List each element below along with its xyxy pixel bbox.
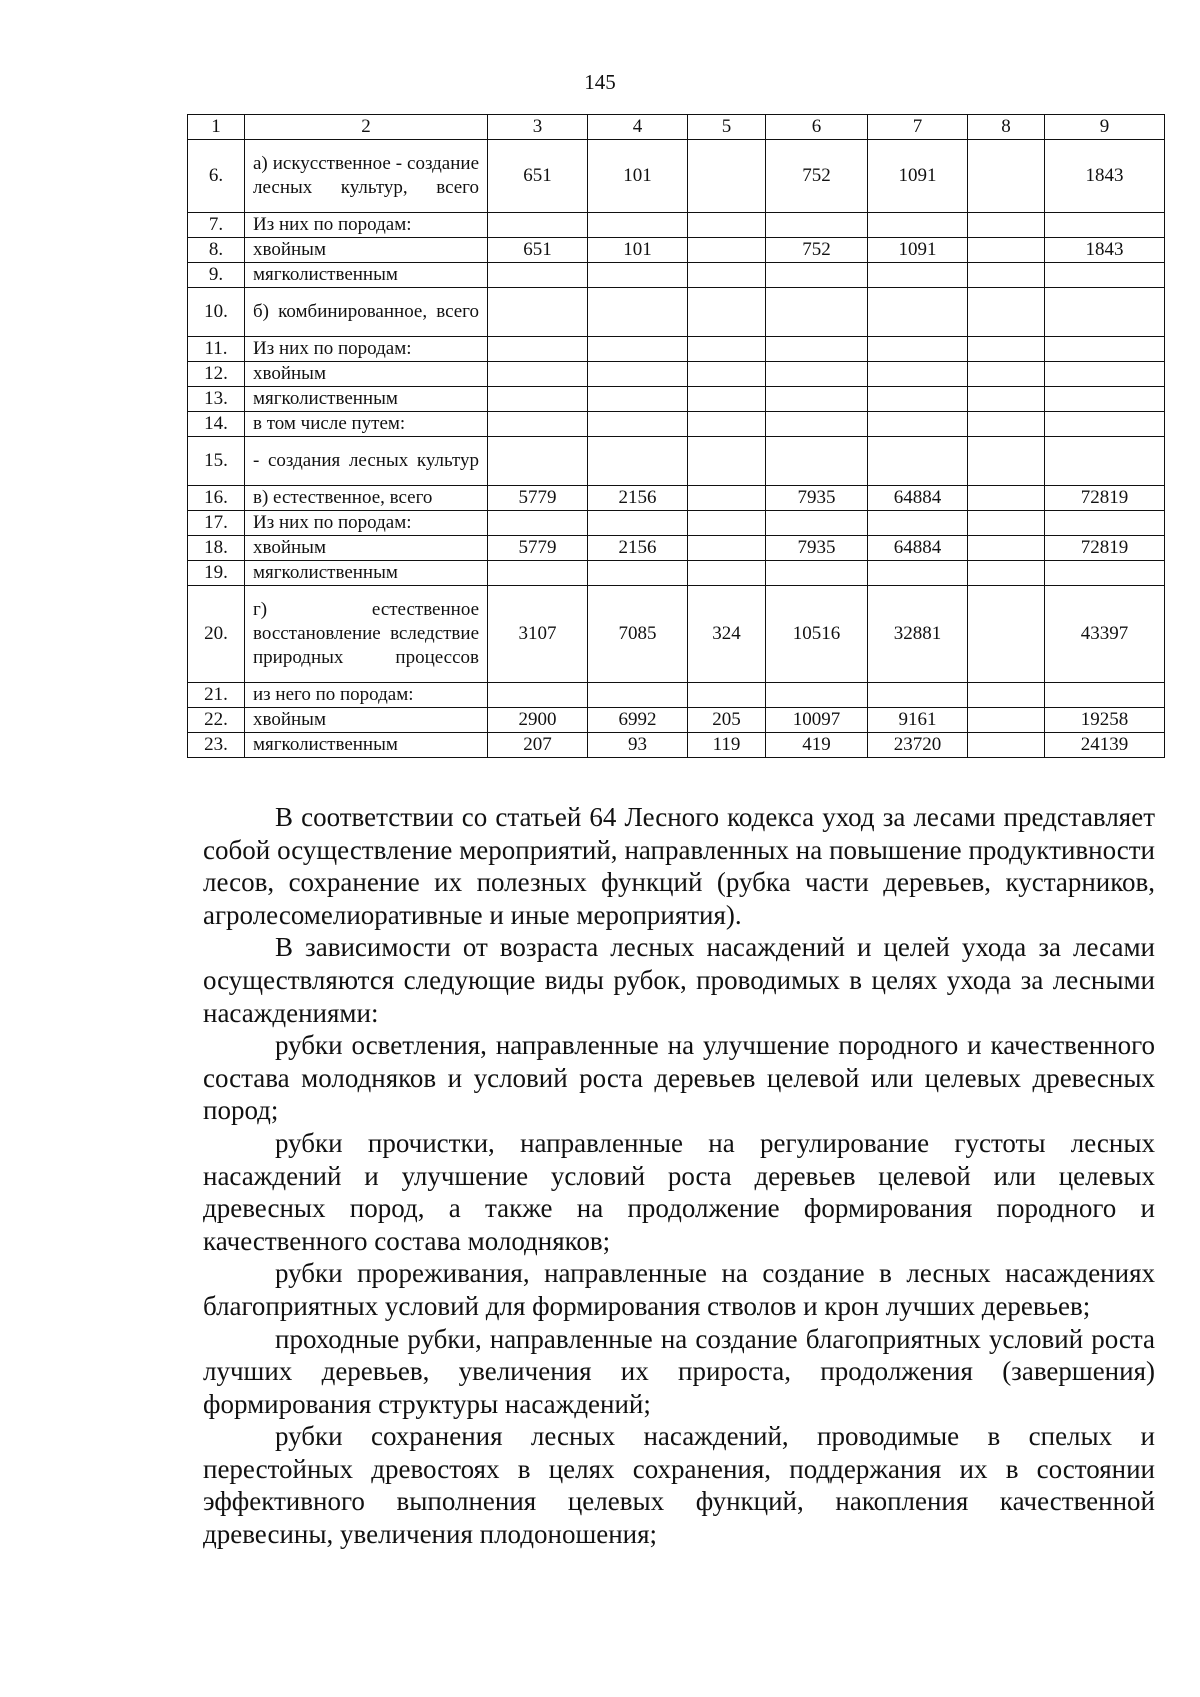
value-cell xyxy=(868,511,968,536)
value-cell xyxy=(588,337,688,362)
value-cell xyxy=(688,238,766,263)
value-cell: 7935 xyxy=(766,536,868,561)
header-cell-3: 3 xyxy=(488,115,588,140)
value-cell: 72819 xyxy=(1045,486,1165,511)
row-label-cell: а) искусственное - создание лесных культур, всего xyxy=(245,140,488,213)
value-cell xyxy=(766,683,868,708)
value-cell: 1091 xyxy=(868,238,968,263)
value-cell: 324 xyxy=(688,586,766,683)
value-cell xyxy=(968,387,1045,412)
forest-regeneration-table xyxy=(187,114,1165,758)
row-label-cell: хвойным xyxy=(245,362,488,387)
page-number: 145 xyxy=(584,70,616,94)
value-cell: 752 xyxy=(766,238,868,263)
value-cell xyxy=(588,511,688,536)
row-label-cell: мягколиственным xyxy=(245,263,488,288)
value-cell xyxy=(766,511,868,536)
row-label-cell: Из них по породам: xyxy=(245,213,488,238)
table-row xyxy=(188,288,1165,337)
value-cell xyxy=(688,362,766,387)
value-cell xyxy=(968,213,1045,238)
value-cell xyxy=(588,561,688,586)
value-cell: 32881 xyxy=(868,586,968,683)
value-cell: 43397 xyxy=(1045,586,1165,683)
row-label-cell: хвойным xyxy=(245,708,488,733)
value-cell xyxy=(1045,362,1165,387)
table-row xyxy=(188,561,1165,586)
row-number-cell: 21. xyxy=(188,683,245,708)
value-cell xyxy=(1045,683,1165,708)
value-cell xyxy=(688,213,766,238)
value-cell: 2156 xyxy=(588,486,688,511)
value-cell: 19258 xyxy=(1045,708,1165,733)
value-cell xyxy=(1045,412,1165,437)
value-cell xyxy=(1045,337,1165,362)
value-cell xyxy=(488,683,588,708)
value-cell: 5779 xyxy=(488,536,588,561)
value-cell xyxy=(588,683,688,708)
paragraph: проходные рубки, направленные на создание благоприятных условий роста лучших деревьев, увеличения их прироста, продолжения (завершения) формирования структуры насаждений; xyxy=(203,1323,1155,1419)
row-number-cell: 16. xyxy=(188,486,245,511)
table-row xyxy=(188,337,1165,362)
row-number-cell: 14. xyxy=(188,412,245,437)
value-cell: 419 xyxy=(766,733,868,758)
value-cell xyxy=(968,263,1045,288)
row-label-cell: в том числе путем: xyxy=(245,412,488,437)
paragraph: рубки прореживания, направленные на создание в лесных насаждениях благоприятных условий для формирования стволов и крон лучших деревьев; xyxy=(203,1258,1155,1321)
value-cell xyxy=(688,140,766,213)
table-row xyxy=(188,387,1165,412)
row-label-cell: хвойным xyxy=(245,536,488,561)
value-cell xyxy=(968,511,1045,536)
table-row xyxy=(188,536,1165,561)
value-cell: 5779 xyxy=(488,486,588,511)
value-cell xyxy=(588,213,688,238)
value-cell: 24139 xyxy=(1045,733,1165,758)
value-cell xyxy=(488,362,588,387)
value-cell xyxy=(488,437,588,486)
value-cell xyxy=(1045,213,1165,238)
value-cell xyxy=(1045,288,1165,337)
table-row xyxy=(188,213,1165,238)
value-cell xyxy=(588,437,688,486)
table-row xyxy=(188,412,1165,437)
value-cell: 2900 xyxy=(488,708,588,733)
row-number-cell: 13. xyxy=(188,387,245,412)
table-row xyxy=(188,140,1165,213)
value-cell: 752 xyxy=(766,140,868,213)
table-row xyxy=(188,437,1165,486)
table-row xyxy=(188,238,1165,263)
value-cell xyxy=(766,263,868,288)
row-number-cell: 19. xyxy=(188,561,245,586)
row-label-cell: Из них по породам: xyxy=(245,337,488,362)
value-cell xyxy=(968,536,1045,561)
value-cell: 9161 xyxy=(868,708,968,733)
header-cell-7: 7 xyxy=(868,115,968,140)
row-label-cell: мягколиственным xyxy=(245,733,488,758)
value-cell xyxy=(766,288,868,337)
row-number-cell: 18. xyxy=(188,536,245,561)
value-cell xyxy=(766,387,868,412)
value-cell xyxy=(1045,437,1165,486)
paragraph: В зависимости от возраста лесных насаждений и целей ухода за лесами осуществляются следующие виды рубок, проводимых в целях ухода за лесными насаждениями: xyxy=(203,932,1155,1028)
value-cell: 207 xyxy=(488,733,588,758)
row-number-cell: 8. xyxy=(188,238,245,263)
value-cell: 205 xyxy=(688,708,766,733)
value-cell xyxy=(488,337,588,362)
row-label-cell: Из них по породам: xyxy=(245,511,488,536)
value-cell xyxy=(688,561,766,586)
value-cell xyxy=(868,263,968,288)
row-number-cell: 15. xyxy=(188,437,245,486)
value-cell xyxy=(588,288,688,337)
value-cell xyxy=(968,288,1045,337)
table-row xyxy=(188,511,1165,536)
value-cell xyxy=(868,213,968,238)
value-cell: 7935 xyxy=(766,486,868,511)
table-row xyxy=(188,708,1165,733)
value-cell xyxy=(766,213,868,238)
value-cell xyxy=(588,362,688,387)
value-cell xyxy=(688,387,766,412)
value-cell xyxy=(766,561,868,586)
body-text xyxy=(203,801,1155,1551)
value-cell xyxy=(688,412,766,437)
value-cell xyxy=(588,412,688,437)
value-cell: 10097 xyxy=(766,708,868,733)
value-cell xyxy=(688,536,766,561)
value-cell: 101 xyxy=(588,140,688,213)
value-cell xyxy=(488,387,588,412)
row-number-cell: 12. xyxy=(188,362,245,387)
value-cell xyxy=(488,561,588,586)
value-cell: 3107 xyxy=(488,586,588,683)
value-cell xyxy=(688,288,766,337)
value-cell xyxy=(488,263,588,288)
value-cell xyxy=(488,213,588,238)
value-cell xyxy=(968,337,1045,362)
header-cell-6: 6 xyxy=(766,115,868,140)
row-number-cell: 9. xyxy=(188,263,245,288)
value-cell xyxy=(688,683,766,708)
value-cell xyxy=(968,362,1045,387)
header-cell-9: 9 xyxy=(1045,115,1165,140)
row-number-cell: 7. xyxy=(188,213,245,238)
value-cell xyxy=(968,412,1045,437)
table-row xyxy=(188,486,1165,511)
value-cell xyxy=(868,683,968,708)
value-cell xyxy=(588,263,688,288)
row-label-cell: хвойным xyxy=(245,238,488,263)
row-label-cell: - создания лесных культур xyxy=(245,437,488,486)
value-cell: 93 xyxy=(588,733,688,758)
value-cell xyxy=(688,337,766,362)
value-cell: 651 xyxy=(488,140,588,213)
value-cell xyxy=(488,288,588,337)
value-cell xyxy=(766,437,868,486)
table-row xyxy=(188,586,1165,683)
value-cell xyxy=(968,486,1045,511)
value-cell xyxy=(968,683,1045,708)
table-row xyxy=(188,263,1165,288)
row-label-cell: в) естественное, всего xyxy=(245,486,488,511)
value-cell xyxy=(1045,561,1165,586)
value-cell xyxy=(868,288,968,337)
value-cell xyxy=(688,486,766,511)
value-cell xyxy=(1045,511,1165,536)
value-cell xyxy=(868,412,968,437)
row-label-cell: мягколиственным xyxy=(245,561,488,586)
value-cell xyxy=(968,561,1045,586)
row-label-cell: из него по породам: xyxy=(245,683,488,708)
value-cell xyxy=(488,412,588,437)
value-cell xyxy=(766,412,868,437)
table-header-row xyxy=(188,115,1165,140)
row-label-cell: г) естественное восстановление вследствие природных процессов xyxy=(245,586,488,683)
value-cell: 6992 xyxy=(588,708,688,733)
value-cell: 1843 xyxy=(1045,140,1165,213)
value-cell: 72819 xyxy=(1045,536,1165,561)
row-number-cell: 10. xyxy=(188,288,245,337)
header-cell-4: 4 xyxy=(588,115,688,140)
value-cell xyxy=(968,733,1045,758)
value-cell xyxy=(766,337,868,362)
value-cell: 23720 xyxy=(868,733,968,758)
value-cell xyxy=(868,437,968,486)
value-cell xyxy=(968,238,1045,263)
value-cell xyxy=(488,511,588,536)
value-cell: 64884 xyxy=(868,536,968,561)
paragraph: рубки сохранения лесных насаждений, проводимые в спелых и перестойных древостоях в целях сохранения, поддержания их в состоянии эффективного выполнения целевых функций, накопления качественной древесины, увеличения плодоношения; xyxy=(203,1421,1155,1550)
value-cell xyxy=(766,362,868,387)
header-cell-1: 1 xyxy=(188,115,245,140)
value-cell xyxy=(588,387,688,412)
paragraph: В соответствии со статьей 64 Лесного кодекса уход за лесами представляет собой осуществление мероприятий, направленных на повышение продуктивности лесов, сохранение их полезных функций (рубка части деревьев, кустарников, агролесомелиоративные и иные мероприятия). xyxy=(203,802,1155,930)
value-cell xyxy=(688,437,766,486)
row-number-cell: 20. xyxy=(188,586,245,683)
paragraph: рубки прочистки, направленные на регулирование густоты лесных насаждений и улучшение условий роста деревьев целевой или целевых древесных пород, а также на продолжение формирования породного и качественного состава молодняков; xyxy=(203,1127,1155,1256)
header-cell-2: 2 xyxy=(245,115,488,140)
value-cell xyxy=(868,561,968,586)
value-cell: 119 xyxy=(688,733,766,758)
value-cell xyxy=(1045,263,1165,288)
value-cell xyxy=(868,362,968,387)
value-cell: 651 xyxy=(488,238,588,263)
header-cell-8: 8 xyxy=(968,115,1045,140)
value-cell xyxy=(688,511,766,536)
value-cell: 2156 xyxy=(588,536,688,561)
value-cell xyxy=(968,586,1045,683)
row-label-cell: мягколиственным xyxy=(245,387,488,412)
value-cell: 101 xyxy=(588,238,688,263)
row-number-cell: 22. xyxy=(188,708,245,733)
table-row xyxy=(188,733,1165,758)
value-cell xyxy=(968,140,1045,213)
value-cell xyxy=(968,708,1045,733)
value-cell: 10516 xyxy=(766,586,868,683)
header-cell-5: 5 xyxy=(688,115,766,140)
value-cell: 1091 xyxy=(868,140,968,213)
value-cell: 1843 xyxy=(1045,238,1165,263)
table-row xyxy=(188,362,1165,387)
value-cell xyxy=(1045,387,1165,412)
paragraph: рубки осветления, направленные на улучшение породного и качественного состава молодняков и условий роста деревьев целевой или целевых древесных пород; xyxy=(203,1030,1155,1126)
table-row xyxy=(188,683,1165,708)
value-cell xyxy=(868,387,968,412)
value-cell xyxy=(968,437,1045,486)
row-number-cell: 17. xyxy=(188,511,245,536)
row-label-cell: б) комбинированное, всего xyxy=(245,288,488,337)
value-cell xyxy=(868,337,968,362)
row-number-cell: 11. xyxy=(188,337,245,362)
value-cell xyxy=(688,263,766,288)
row-number-cell: 6. xyxy=(188,140,245,213)
value-cell: 64884 xyxy=(868,486,968,511)
value-cell: 7085 xyxy=(588,586,688,683)
row-number-cell: 23. xyxy=(188,733,245,758)
